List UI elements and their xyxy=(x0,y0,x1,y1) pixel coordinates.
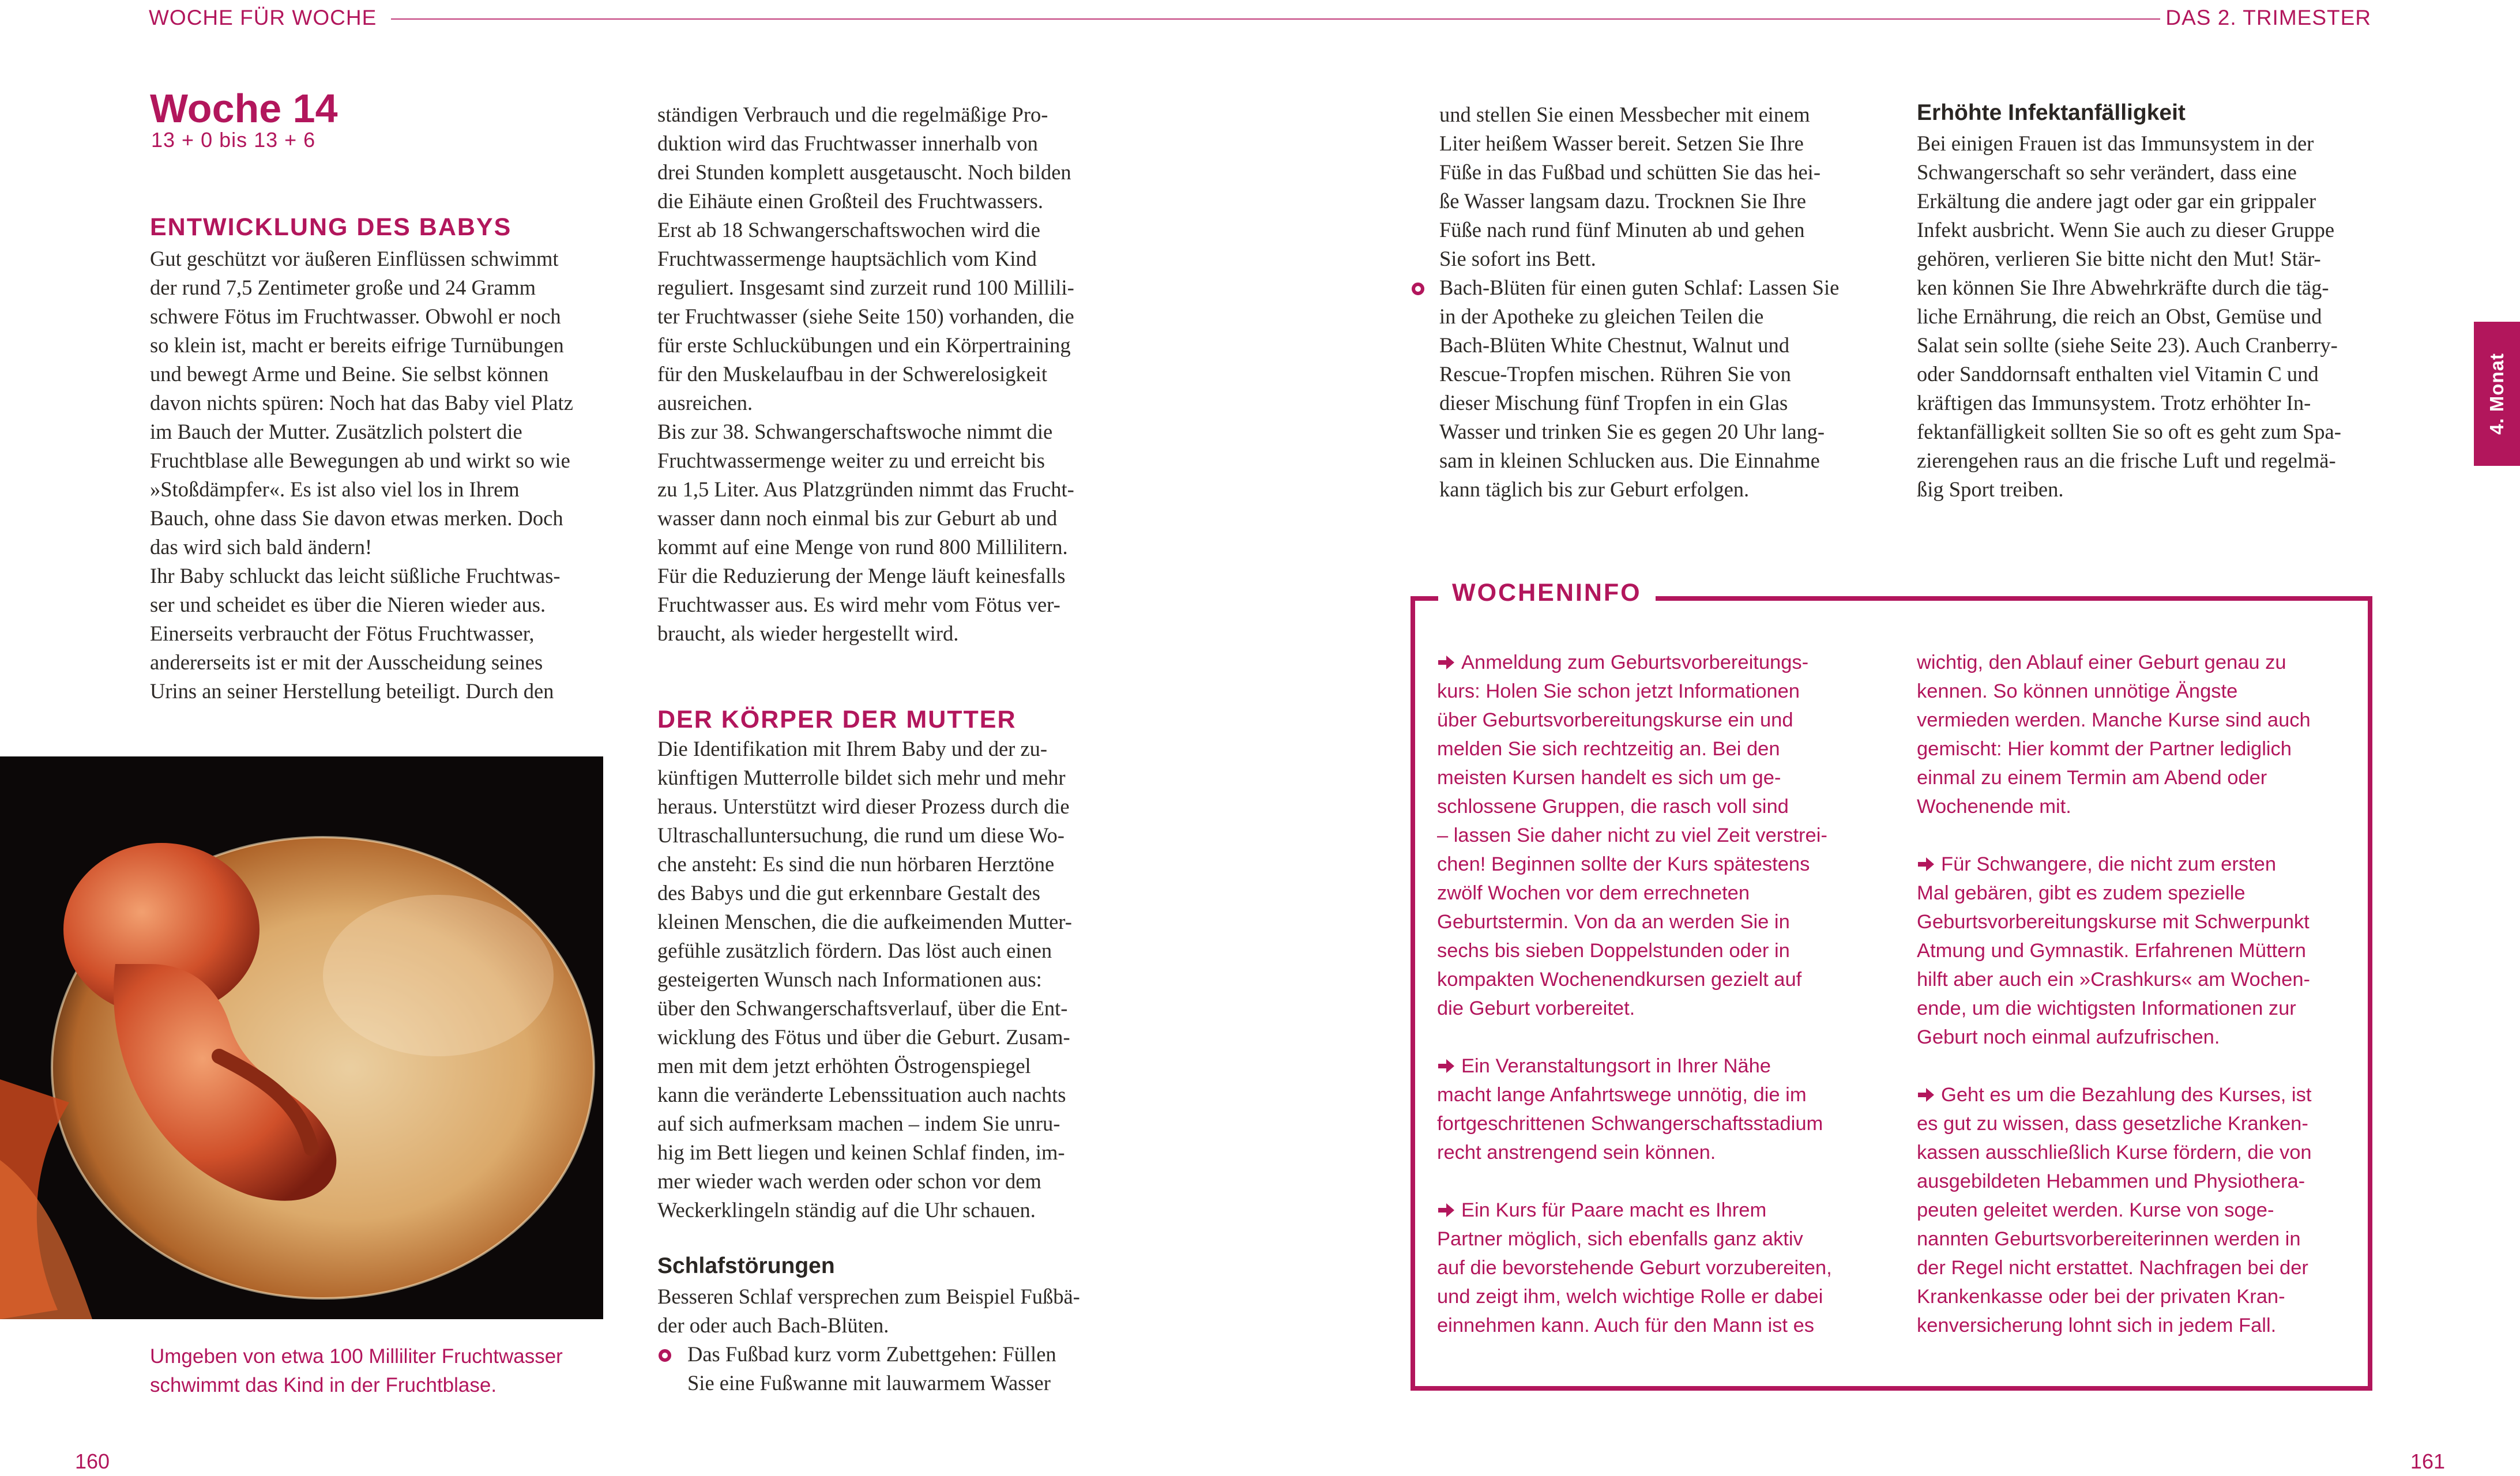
wocheninfo-line xyxy=(1917,965,2372,994)
text-line: heraus. Unterstützt wird dieser Prozess durch die xyxy=(657,795,1070,818)
wocheninfo-text: chen! Beginnen sollte der Kurs spätestens xyxy=(1437,853,1810,875)
wocheninfo-text: peuten geleitet werden. Kurse von soge- xyxy=(1917,1199,2274,1221)
column-1-text xyxy=(150,244,605,706)
wocheninfo-line xyxy=(1917,994,2372,1023)
text-line: andererseits ist er mit der Ausscheidung seines xyxy=(150,650,543,674)
wocheninfo-line xyxy=(1917,792,2372,821)
wocheninfo-title: WOCHENINFO xyxy=(1452,579,1642,607)
text-line: Wasser und trinken Sie es gegen 20 Uhr lang- xyxy=(1439,420,1825,443)
wocheninfo-right-column xyxy=(1917,648,2372,1369)
text-line: auf sich aufmerksam machen – indem Sie unru- xyxy=(657,1112,1060,1135)
text-line: ken können Sie Ihre Abwehrkräfte durch die täg- xyxy=(1917,276,2329,299)
text-line: so klein ist, macht er bereits eifrige Turnübungen xyxy=(150,333,564,357)
text-line: Bei einigen Frauen ist das Immunsystem in der xyxy=(1917,131,2314,155)
text-line: Die Identifikation mit Ihrem Baby und der zu- xyxy=(657,737,1048,760)
text-line: Sie eine Fußwanne mit lauwarmem Wasser xyxy=(687,1371,1051,1395)
text-line: duktion wird das Fruchtwasser innerhalb von xyxy=(657,131,1038,155)
wocheninfo-text: zwölf Wochen vor dem errechneten xyxy=(1437,882,1750,904)
wocheninfo-text: Geburt noch einmal aufzufrischen. xyxy=(1917,1026,2220,1048)
text-line: Fruchtblase alle Bewegungen ab und wirkt so wie xyxy=(150,449,570,472)
text-line: mer wieder wach werden oder schon vor dem xyxy=(657,1169,1041,1193)
column-3-text xyxy=(1439,100,1895,273)
text-line: Schwangerschaft so sehr verändert, dass eine xyxy=(1917,160,2297,184)
fetus-image xyxy=(0,756,603,1319)
text-line: drei Stunden komplett ausgetauscht. Noch bilden xyxy=(657,160,1071,184)
wocheninfo-text: die Geburt vorbereitet. xyxy=(1437,997,1635,1019)
text-line: Fruchtwassermenge weiter zu und erreicht bis xyxy=(657,449,1045,472)
text-line: des Babys und die gut erkennbare Gestalt des xyxy=(657,881,1040,905)
text-line: Einerseits verbraucht der Fötus Fruchtwasser, xyxy=(150,622,535,645)
wocheninfo-line xyxy=(1917,1311,2372,1340)
text-line: men mit dem jetzt erhöhten Östrogenspiegel xyxy=(657,1054,1031,1078)
text-line: Fruchtwasser aus. Es wird mehr vom Fötus ver- xyxy=(657,593,1060,616)
text-line: Salat sein sollte (siehe Seite 23). Auch Cranberry- xyxy=(1917,333,2338,357)
wocheninfo-text: ende, um die wichtigsten Informationen zur xyxy=(1917,997,2296,1019)
wocheninfo-line xyxy=(1917,1023,2372,1052)
wocheninfo-line xyxy=(1437,1311,1893,1340)
wocheninfo-text: kenversicherung lohnt sich in jedem Fall. xyxy=(1917,1315,2277,1336)
wocheninfo-line xyxy=(1437,1138,1893,1167)
wocheninfo-text: es gut zu wissen, dass gesetzliche Kranken- xyxy=(1917,1113,2308,1135)
text-line: sam in kleinen Schlucken aus. Die Einnahme xyxy=(1439,449,1820,472)
subheading-sleep: Schlafstörungen xyxy=(657,1253,835,1278)
wocheninfo-paragraph xyxy=(1437,648,1893,1023)
wocheninfo-text: kennen. So können unnötige Ängste xyxy=(1917,680,2238,702)
wocheninfo-text: gemischt: Hier kommt der Partner lediglich xyxy=(1917,738,2292,760)
wocheninfo-paragraph xyxy=(1437,1052,1893,1167)
text-line: Ihr Baby schluckt das leicht süßliche Fruchtwas- xyxy=(150,564,561,588)
week-title: Woche 14 xyxy=(150,86,338,131)
mother-text xyxy=(657,735,1119,1225)
wocheninfo-line xyxy=(1917,1080,2372,1109)
bullet-ring-icon xyxy=(659,1349,671,1362)
text-line: Rescue-Tropfen mischen. Rühren Sie von xyxy=(1439,362,1791,386)
week-range: 13 + 0 bis 13 + 6 xyxy=(151,128,316,152)
wocheninfo-text: kassen ausschließlich Kurse fördern, die von xyxy=(1917,1142,2312,1164)
text-line: Urins an seiner Herstellung beteiligt. Durch den xyxy=(150,679,554,703)
wocheninfo-paragraph xyxy=(1917,648,2372,821)
text-line: che ansteht: Es sind die nun hörbaren Herztöne xyxy=(657,852,1055,876)
text-line: dieser Mischung fünf Tropfen in ein Glas xyxy=(1439,391,1788,415)
text-line: braucht, als wieder hergestellt wird. xyxy=(657,622,959,645)
wocheninfo-line xyxy=(1437,994,1893,1023)
text-line: fektanfälligkeit sollten Sie so oft es geht zum Spa- xyxy=(1917,420,2341,443)
wocheninfo-text: nannten Geburtsvorbereiterinnen werden in xyxy=(1917,1228,2301,1250)
caption-line: schwimmt das Kind in der Fruchtblase. xyxy=(150,1374,497,1396)
text-line: gesteigerten Wunsch nach Informationen aus: xyxy=(657,967,1042,991)
wocheninfo-text: Wochenende mit. xyxy=(1917,796,2071,818)
section-heading-mother: DER KÖRPER DER MUTTER xyxy=(657,706,1017,733)
wocheninfo-text: der Regel nicht erstattet. Nachfragen bei der xyxy=(1917,1257,2308,1279)
text-line: Besseren Schlaf versprechen zum Beispiel Fußbä- xyxy=(657,1285,1080,1308)
wocheninfo-line xyxy=(1917,1282,2372,1311)
wocheninfo-line xyxy=(1437,1052,1893,1080)
wocheninfo-line xyxy=(1437,1080,1893,1109)
column-4-text xyxy=(1917,129,2378,504)
text-line: im Bauch der Mutter. Zusätzlich polstert die xyxy=(150,420,522,443)
running-header-left: WOCHE FÜR WOCHE xyxy=(149,6,377,29)
text-line: Füße in das Fußbad und schütten Sie das hei- xyxy=(1439,160,1821,184)
wocheninfo-text: – lassen Sie daher nicht zu viel Zeit verstrei- xyxy=(1437,824,1827,846)
text-line: Ultraschalluntersuchung, die rund um diese Wo- xyxy=(657,823,1065,847)
text-line: und bewegt Arme und Beine. Sie selbst können xyxy=(150,362,549,386)
wocheninfo-text: Geht es um die Bezahlung des Kurses, ist xyxy=(1941,1084,2312,1106)
wocheninfo-line xyxy=(1437,1225,1893,1253)
text-line: kann täglich bis zur Geburt erfolgen. xyxy=(1439,477,1750,501)
wocheninfo-text: über Geburtsvorbereitungskurse ein und xyxy=(1437,709,1793,731)
text-line: zu 1,5 Liter. Aus Platzgründen nimmt das Frucht- xyxy=(657,477,1074,501)
wocheninfo-line xyxy=(1437,763,1893,792)
page-number-right: 161 xyxy=(2410,1449,2445,1473)
text-line: ße Wasser langsam dazu. Trocknen Sie Ihre xyxy=(1439,189,1807,213)
wocheninfo-text: Krankenkasse oder bei der privaten Kran- xyxy=(1917,1286,2285,1308)
text-line: Gut geschützt vor äußeren Einflüssen schwimmt xyxy=(150,247,559,270)
text-line: Sie sofort ins Bett. xyxy=(1439,247,1596,270)
text-line: Das Fußbad kurz vorm Zubettgehen: Füllen xyxy=(687,1342,1056,1366)
wocheninfo-line xyxy=(1917,735,2372,763)
month-tab xyxy=(2474,322,2520,466)
text-line: ser und scheidet es über die Nieren wieder aus. xyxy=(150,593,546,616)
wocheninfo-line xyxy=(1917,1196,2372,1225)
text-line: der oder auch Bach-Blüten. xyxy=(657,1313,889,1337)
text-line: wasser dann noch einmal bis zur Geburt ab und xyxy=(657,506,1058,530)
wocheninfo-text: auf die bevorstehende Geburt vorzubereiten, xyxy=(1437,1257,1832,1279)
wocheninfo-text: melden Sie sich rechtzeitig an. Bei den xyxy=(1437,738,1780,760)
column-2-text xyxy=(657,100,1119,648)
bullet-bach-flowers xyxy=(1439,273,1895,504)
wocheninfo-text: Partner möglich, sich ebenfalls ganz aktiv xyxy=(1437,1228,1803,1250)
text-line: ßig Sport treiben. xyxy=(1917,477,2064,501)
text-line: Bis zur 38. Schwangerschaftswoche nimmt die xyxy=(657,420,1053,443)
text-line: der rund 7,5 Zentimeter große und 24 Gramm xyxy=(150,276,536,299)
text-line: zierengehen raus an die frische Luft und regelmä- xyxy=(1917,449,2336,472)
text-line: gehören, verlieren Sie bitte nicht den Mut! Stär- xyxy=(1917,247,2321,270)
text-line: kleinen Menschen, die die aufkeimenden Mutter- xyxy=(657,910,1072,933)
bullet-footbath xyxy=(687,1340,1126,1398)
wocheninfo-text: einmal zu einem Termin am Abend oder xyxy=(1917,767,2267,789)
text-line: Infekt ausbricht. Wenn Sie auch zu dieser Gruppe xyxy=(1917,218,2335,242)
wocheninfo-text: sechs bis sieben Doppelstunden oder in xyxy=(1437,940,1790,962)
arrow-right-icon xyxy=(1437,1053,1455,1070)
wocheninfo-text: Geburtsvorbereitungskurse mit Schwerpunkt xyxy=(1917,911,2310,933)
wocheninfo-text: vermieden werden. Manche Kurse sind auch xyxy=(1917,709,2311,731)
wocheninfo-line xyxy=(1917,850,2372,879)
wocheninfo-text: und zeigt ihm, welch wichtige Rolle er dabei xyxy=(1437,1286,1823,1308)
wocheninfo-line xyxy=(1917,936,2372,965)
wocheninfo-line xyxy=(1917,706,2372,735)
text-line: über den Schwangerschaftsverlauf, über die Ent- xyxy=(657,996,1068,1020)
text-line: kräftigen das Immunsystem. Trotz erhöhter In- xyxy=(1917,391,2311,415)
wocheninfo-paragraph xyxy=(1437,1196,1893,1340)
fetus-photo xyxy=(0,756,603,1319)
wocheninfo-line xyxy=(1437,850,1893,879)
text-line: liche Ernährung, die reich an Obst, Gemüse und xyxy=(1917,304,2322,328)
wocheninfo-text: schlossene Gruppen, die rasch voll sind xyxy=(1437,796,1789,818)
wocheninfo-line xyxy=(1917,648,2372,677)
text-line: die Eihäute einen Großteil des Fruchtwassers. xyxy=(657,189,1043,213)
text-line: schwere Fötus im Fruchtwasser. Obwohl er noch xyxy=(150,304,561,328)
header-rule xyxy=(391,18,2160,20)
section-heading-baby: ENTWICKLUNG DES BABYS xyxy=(150,213,512,241)
text-line: davon nichts spüren: Noch hat das Baby viel Platz xyxy=(150,391,573,415)
wocheninfo-text: fortgeschrittenen Schwangerschaftsstadium xyxy=(1437,1113,1823,1135)
text-line: in der Apotheke zu gleichen Teilen die xyxy=(1439,304,1764,328)
wocheninfo-title-wrap xyxy=(1438,579,1656,607)
text-line: und stellen Sie einen Messbecher mit einem xyxy=(1439,103,1810,126)
wocheninfo-line xyxy=(1917,1225,2372,1253)
arrow-right-icon xyxy=(1917,852,1935,868)
text-line: das wird sich bald ändern! xyxy=(150,535,373,559)
wocheninfo-line xyxy=(1437,706,1893,735)
subheading-infection: Erhöhte Infektanfälligkeit xyxy=(1917,100,2186,125)
wocheninfo-line xyxy=(1437,879,1893,908)
text-line: gefühle zusätzlich fördern. Das löst auch einen xyxy=(657,939,1052,962)
text-line: oder Sanddornsaft enthalten viel Vitamin C und xyxy=(1917,362,2319,386)
text-line: hig im Bett liegen und keinen Schlaf finden, im- xyxy=(657,1140,1065,1164)
text-line: Liter heißem Wasser bereit. Setzen Sie Ihre xyxy=(1439,131,1804,155)
wocheninfo-text: kurs: Holen Sie schon jetzt Informationen xyxy=(1437,680,1800,702)
wocheninfo-text: Atmung und Gymnastik. Erfahrenen Müttern xyxy=(1917,940,2306,962)
wocheninfo-line xyxy=(1917,879,2372,908)
bullet-ring-icon xyxy=(1412,283,1424,295)
wocheninfo-line xyxy=(1917,1253,2372,1282)
wocheninfo-text: einnehmen kann. Auch für den Mann ist es xyxy=(1437,1315,1815,1336)
text-line: wicklung des Fötus und über die Geburt. Zusam- xyxy=(657,1025,1070,1049)
wocheninfo-line xyxy=(1917,763,2372,792)
wocheninfo-line xyxy=(1437,735,1893,763)
text-line: für erste Schluckübungen und ein Körpertraining xyxy=(657,333,1071,357)
wocheninfo-text: Mal gebären, gibt es zudem spezielle xyxy=(1917,882,2246,904)
wocheninfo-text: macht lange Anfahrtswege unnötig, die im xyxy=(1437,1084,1807,1106)
arrow-right-icon xyxy=(1437,1198,1455,1214)
wocheninfo-line xyxy=(1917,677,2372,706)
wocheninfo-text: Für Schwangere, die nicht zum ersten xyxy=(1941,853,2277,875)
text-line: Erkältung die andere jagt oder gar ein grippaler xyxy=(1917,189,2316,213)
wocheninfo-paragraph xyxy=(1917,850,2372,1052)
text-line: Für die Reduzierung der Menge läuft keinesfalls xyxy=(657,564,1066,588)
sleep-text xyxy=(657,1282,1119,1340)
text-line: »Stoßdämpfer«. Es ist also viel los in Ihrem xyxy=(150,477,520,501)
wocheninfo-text: wichtig, den Ablauf einer Geburt genau zu xyxy=(1917,652,2286,673)
text-line: kommt auf eine Menge von rund 800 Millilitern. xyxy=(657,535,1068,559)
wocheninfo-text: recht anstrengend sein können. xyxy=(1437,1142,1716,1164)
text-line: ter Fruchtwasser (siehe Seite 150) vorhanden, die xyxy=(657,304,1074,328)
page-number-left: 160 xyxy=(75,1449,110,1473)
caption-line: Umgeben von etwa 100 Milliliter Fruchtwasser xyxy=(150,1345,563,1368)
wocheninfo-paragraph xyxy=(1917,1080,2372,1340)
wocheninfo-line xyxy=(1437,1109,1893,1138)
wocheninfo-text: Geburtstermin. Von da an werden Sie in xyxy=(1437,911,1790,933)
text-line: ausreichen. xyxy=(657,391,753,415)
wocheninfo-line xyxy=(1437,648,1893,677)
text-line: kann die veränderte Lebenssituation auch nachts xyxy=(657,1083,1066,1106)
wocheninfo-text: Ein Veranstaltungsort in Ihrer Nähe xyxy=(1461,1055,1771,1077)
text-line: Fruchtwassermenge hauptsächlich vom Kind xyxy=(657,247,1037,270)
wocheninfo-line xyxy=(1437,936,1893,965)
wocheninfo-text: hilft aber auch ein »Crashkurs« am Wochen- xyxy=(1917,969,2311,991)
text-line: für den Muskelaufbau in der Schwerelosigkeit xyxy=(657,362,1048,386)
wocheninfo-text: meisten Kursen handelt es sich um ge- xyxy=(1437,767,1781,789)
text-line: reguliert. Insgesamt sind zurzeit rund 100 Millili- xyxy=(657,276,1074,299)
wocheninfo-line xyxy=(1917,908,2372,936)
text-line: Füße nach rund fünf Minuten ab und gehen xyxy=(1439,218,1805,242)
running-header-right: DAS 2. TRIMESTER xyxy=(2165,6,2371,29)
wocheninfo-line xyxy=(1437,965,1893,994)
wocheninfo-text: Anmeldung zum Geburtsvorbereitungs- xyxy=(1461,652,1809,673)
text-line: Bauch, ohne dass Sie davon etwas merken. Doch xyxy=(150,506,563,530)
wocheninfo-line xyxy=(1437,821,1893,850)
photo-caption xyxy=(150,1342,563,1400)
wocheninfo-line xyxy=(1917,1109,2372,1138)
text-line: Bach-Blüten für einen guten Schlaf: Lassen Sie xyxy=(1439,276,1840,299)
month-tab-label: 4. Monat xyxy=(2486,353,2507,435)
wocheninfo-line xyxy=(1437,1253,1893,1282)
arrow-right-icon xyxy=(1917,1082,1935,1098)
wocheninfo-line xyxy=(1917,1167,2372,1196)
wocheninfo-line xyxy=(1437,1282,1893,1311)
wocheninfo-left-column xyxy=(1437,648,1893,1369)
wocheninfo-line xyxy=(1437,1196,1893,1225)
wocheninfo-text: ausgebildeten Hebammen und Physiothera- xyxy=(1917,1170,2305,1192)
arrow-right-icon xyxy=(1437,650,1455,666)
text-line: ständigen Verbrauch und die regelmäßige Pro- xyxy=(657,103,1048,126)
wocheninfo-line xyxy=(1437,792,1893,821)
text-line: Erst ab 18 Schwangerschaftswochen wird die xyxy=(657,218,1040,242)
wocheninfo-line xyxy=(1917,1138,2372,1167)
text-line: Bach-Blüten White Chestnut, Walnut und xyxy=(1439,333,1790,357)
wocheninfo-line xyxy=(1437,908,1893,936)
text-line: Weckerklingeln ständig auf die Uhr schauen. xyxy=(657,1198,1036,1222)
text-line: künftigen Mutterrolle bildet sich mehr und mehr xyxy=(657,766,1066,789)
wocheninfo-line xyxy=(1437,677,1893,706)
wocheninfo-text: Ein Kurs für Paare macht es Ihrem xyxy=(1461,1199,1767,1221)
wocheninfo-text: kompakten Wochenendkursen gezielt auf xyxy=(1437,969,1802,991)
